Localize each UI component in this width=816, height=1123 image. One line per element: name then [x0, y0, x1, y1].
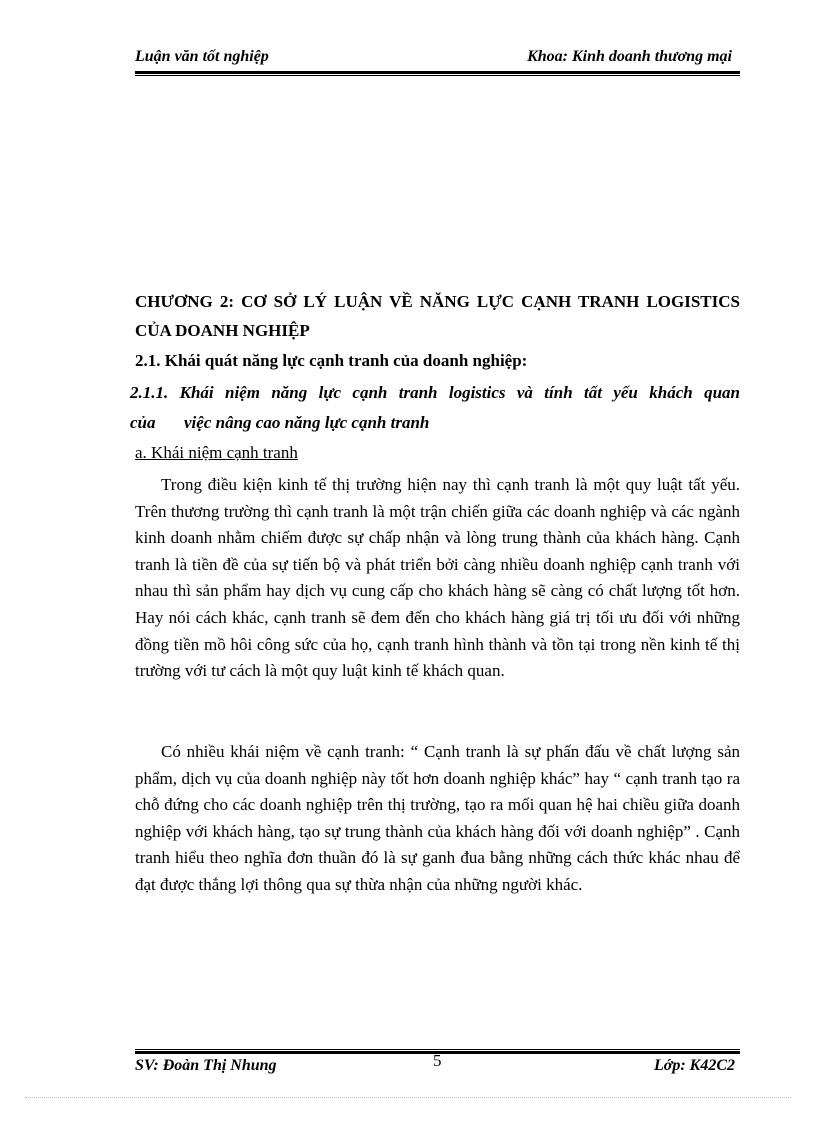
header-divider [135, 71, 740, 76]
subsection-heading-line2 [130, 408, 740, 438]
header-thesis-label: Luận văn tốt nghiệp [135, 48, 269, 65]
footer-class-label: Lớp: K42C2 [653, 1057, 735, 1074]
subsection-heading-line1: 2.1.1. Khái niệm năng lực cạnh tranh logistics và tính tất yếu khách quan [130, 383, 740, 402]
body-paragraph-1: Trong điều kiện kinh tế thị trường hiện nay thì cạnh tranh là một quy luật tất yếu. Trên thương trường thì cạnh tranh là một trận chiến giữa các doanh nghiệp và các ngành kinh doanh nhằm chiếm được sự chấp nhận và lòng trung thành của khách hàng. Cạnh tranh là tiền đề của sự tiến bộ và phát triển bởi càng nhiều doanh nghiệp cạnh tranh với nhau thì sản phẩm hay dịch vụ cung cấp cho khách hàng sẽ càng có chất lượng tốt hơn. Hay nói cách khác, cạnh tranh sẽ đem đến cho khách hàng giá trị tối ưu đối với những đồng tiền mồ hôi công sức của họ, cạnh tranh hình thành và tồn tại trong nền kinh tế thị trường với tư cách là một quy luật kinh tế khách quan. [135, 475, 740, 681]
page-footer [135, 1051, 740, 1079]
footer-student-name: SV: Đoàn Thị Nhung [135, 1057, 277, 1074]
page-bottom-border [25, 1097, 791, 1098]
subsection-heading-word: của [130, 413, 156, 432]
page-header [135, 48, 740, 70]
chapter-title: CHƯƠNG 2: CƠ SỞ LÝ LUẬN VỀ NĂNG LỰC CẠNH TRANH LOGISTICS CỦA DOANH NGHIỆP [135, 292, 740, 340]
subsection-heading [130, 378, 740, 438]
page-number: 5 [433, 1051, 442, 1070]
section-heading: 2.1. Khái quát năng lực cạnh tranh của doanh nghiệp: [135, 351, 528, 370]
header-faculty-label: Khoa: Kinh doanh thương mại [527, 48, 732, 65]
subsection-heading-rest: việc nâng cao năng lực cạnh tranh [184, 413, 430, 432]
body-paragraph-2: Có nhiều khái niệm về cạnh tranh: “ Cạnh tranh là sự phấn đấu về chất lượng sản phẩm, dịch vụ của doanh nghiệp này tốt hơn doanh nghiệp khác” hay “ cạnh tranh tạo ra chỗ đứng cho các doanh nghiệp trên thị trường, tạo ra mối quan hệ hai chiều giữa doanh nghiệp với khách hàng, tạo sự trung thành của khách hàng đối với doanh nghiệp” . Cạnh tranh hiểu theo nghĩa đơn thuần đó là sự ganh đua bằng những cách thức khác nhau để đạt được thắng lợi thông qua sự thừa nhận của những người khác. [135, 742, 740, 894]
item-heading-a: a. Khái niệm cạnh tranh [135, 443, 298, 462]
